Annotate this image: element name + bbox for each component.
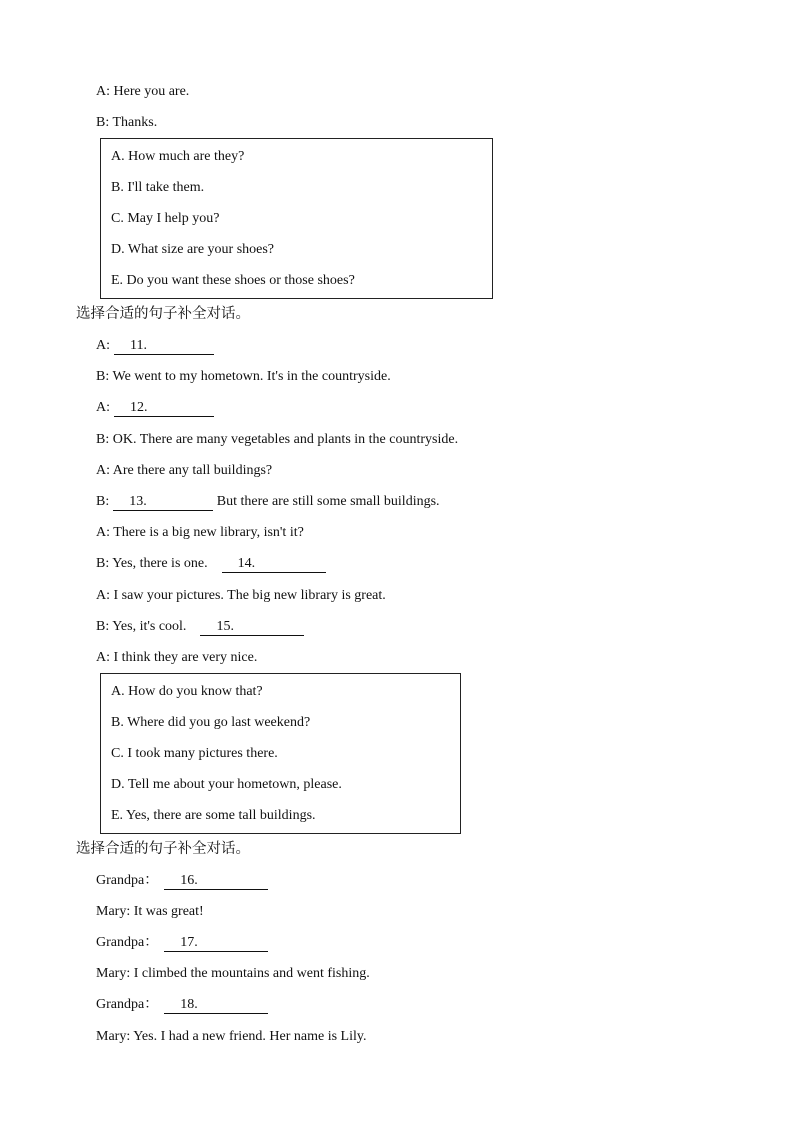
speaker-label: Grandpa：: [96, 935, 159, 950]
answer-blank[interactable]: 11.: [114, 337, 214, 355]
speaker-label: A:: [96, 400, 110, 415]
option-item: B. I'll take them.: [111, 180, 205, 195]
dialogue-line: Mary: Yes. I had a new friend. Her name is Lily.: [96, 1029, 367, 1044]
option-item: C. I took many pictures there.: [111, 746, 278, 761]
answer-blank[interactable]: 17.: [164, 934, 268, 952]
answer-blank[interactable]: 12.: [114, 399, 214, 417]
answer-blank[interactable]: 16.: [164, 872, 268, 890]
dialogue-line: A: I saw your pictures. The big new library is great.: [96, 588, 386, 603]
option-item: D. What size are your shoes?: [111, 242, 275, 257]
answer-blank[interactable]: 15.: [200, 618, 304, 636]
section-instruction: 选择合适的句子补全对话。: [76, 306, 250, 322]
dialogue-text: B: Yes, there is one.: [96, 556, 208, 571]
dialogue-line: [96, 932, 268, 954]
option-item: D. Tell me about your hometown, please.: [111, 777, 342, 792]
answer-blank[interactable]: 13.: [113, 493, 213, 511]
dialogue-line: [96, 491, 440, 513]
answer-blank[interactable]: 18.: [164, 996, 268, 1014]
speaker-label: A:: [96, 338, 110, 353]
option-item: C. May I help you?: [111, 211, 220, 226]
option-item: A. How do you know that?: [111, 684, 263, 699]
dialogue-text: B: Yes, it's cool.: [96, 619, 187, 634]
option-item: B. Where did you go last weekend?: [111, 715, 311, 730]
speaker-label: Grandpa：: [96, 873, 159, 888]
dialogue-line: [96, 870, 268, 892]
dialogue-line: [96, 616, 304, 638]
dialogue-line: A: Here you are.: [96, 84, 190, 99]
dialogue-line: A: I think they are very nice.: [96, 650, 258, 665]
dialogue-line: [96, 397, 214, 419]
options-box: [100, 138, 493, 299]
section-instruction: 选择合适的句子补全对话。: [76, 841, 250, 857]
options-box: [100, 673, 461, 834]
dialogue-line: B: We went to my hometown. It's in the countryside.: [96, 369, 391, 384]
dialogue-line: [96, 335, 214, 357]
dialogue-line: A: Are there any tall buildings?: [96, 463, 273, 478]
speaker-label: Grandpa：: [96, 997, 159, 1012]
option-item: E. Do you want these shoes or those shoes?: [111, 273, 355, 288]
dialogue-line: Mary: I climbed the mountains and went fishing.: [96, 966, 370, 981]
dialogue-line: B: Thanks.: [96, 115, 158, 130]
speaker-label: B:: [96, 494, 110, 509]
dialogue-line: Mary: It was great!: [96, 904, 204, 919]
dialogue-line: B: OK. There are many vegetables and plants in the countryside.: [96, 432, 459, 447]
dialogue-line: [96, 553, 326, 575]
dialogue-line: [96, 994, 268, 1016]
dialogue-text: But there are still some small buildings.: [216, 494, 440, 509]
option-item: A. How much are they?: [111, 149, 245, 164]
option-item: E. Yes, there are some tall buildings.: [111, 808, 316, 823]
dialogue-line: A: There is a big new library, isn't it?: [96, 525, 304, 540]
answer-blank[interactable]: 14.: [222, 555, 326, 573]
